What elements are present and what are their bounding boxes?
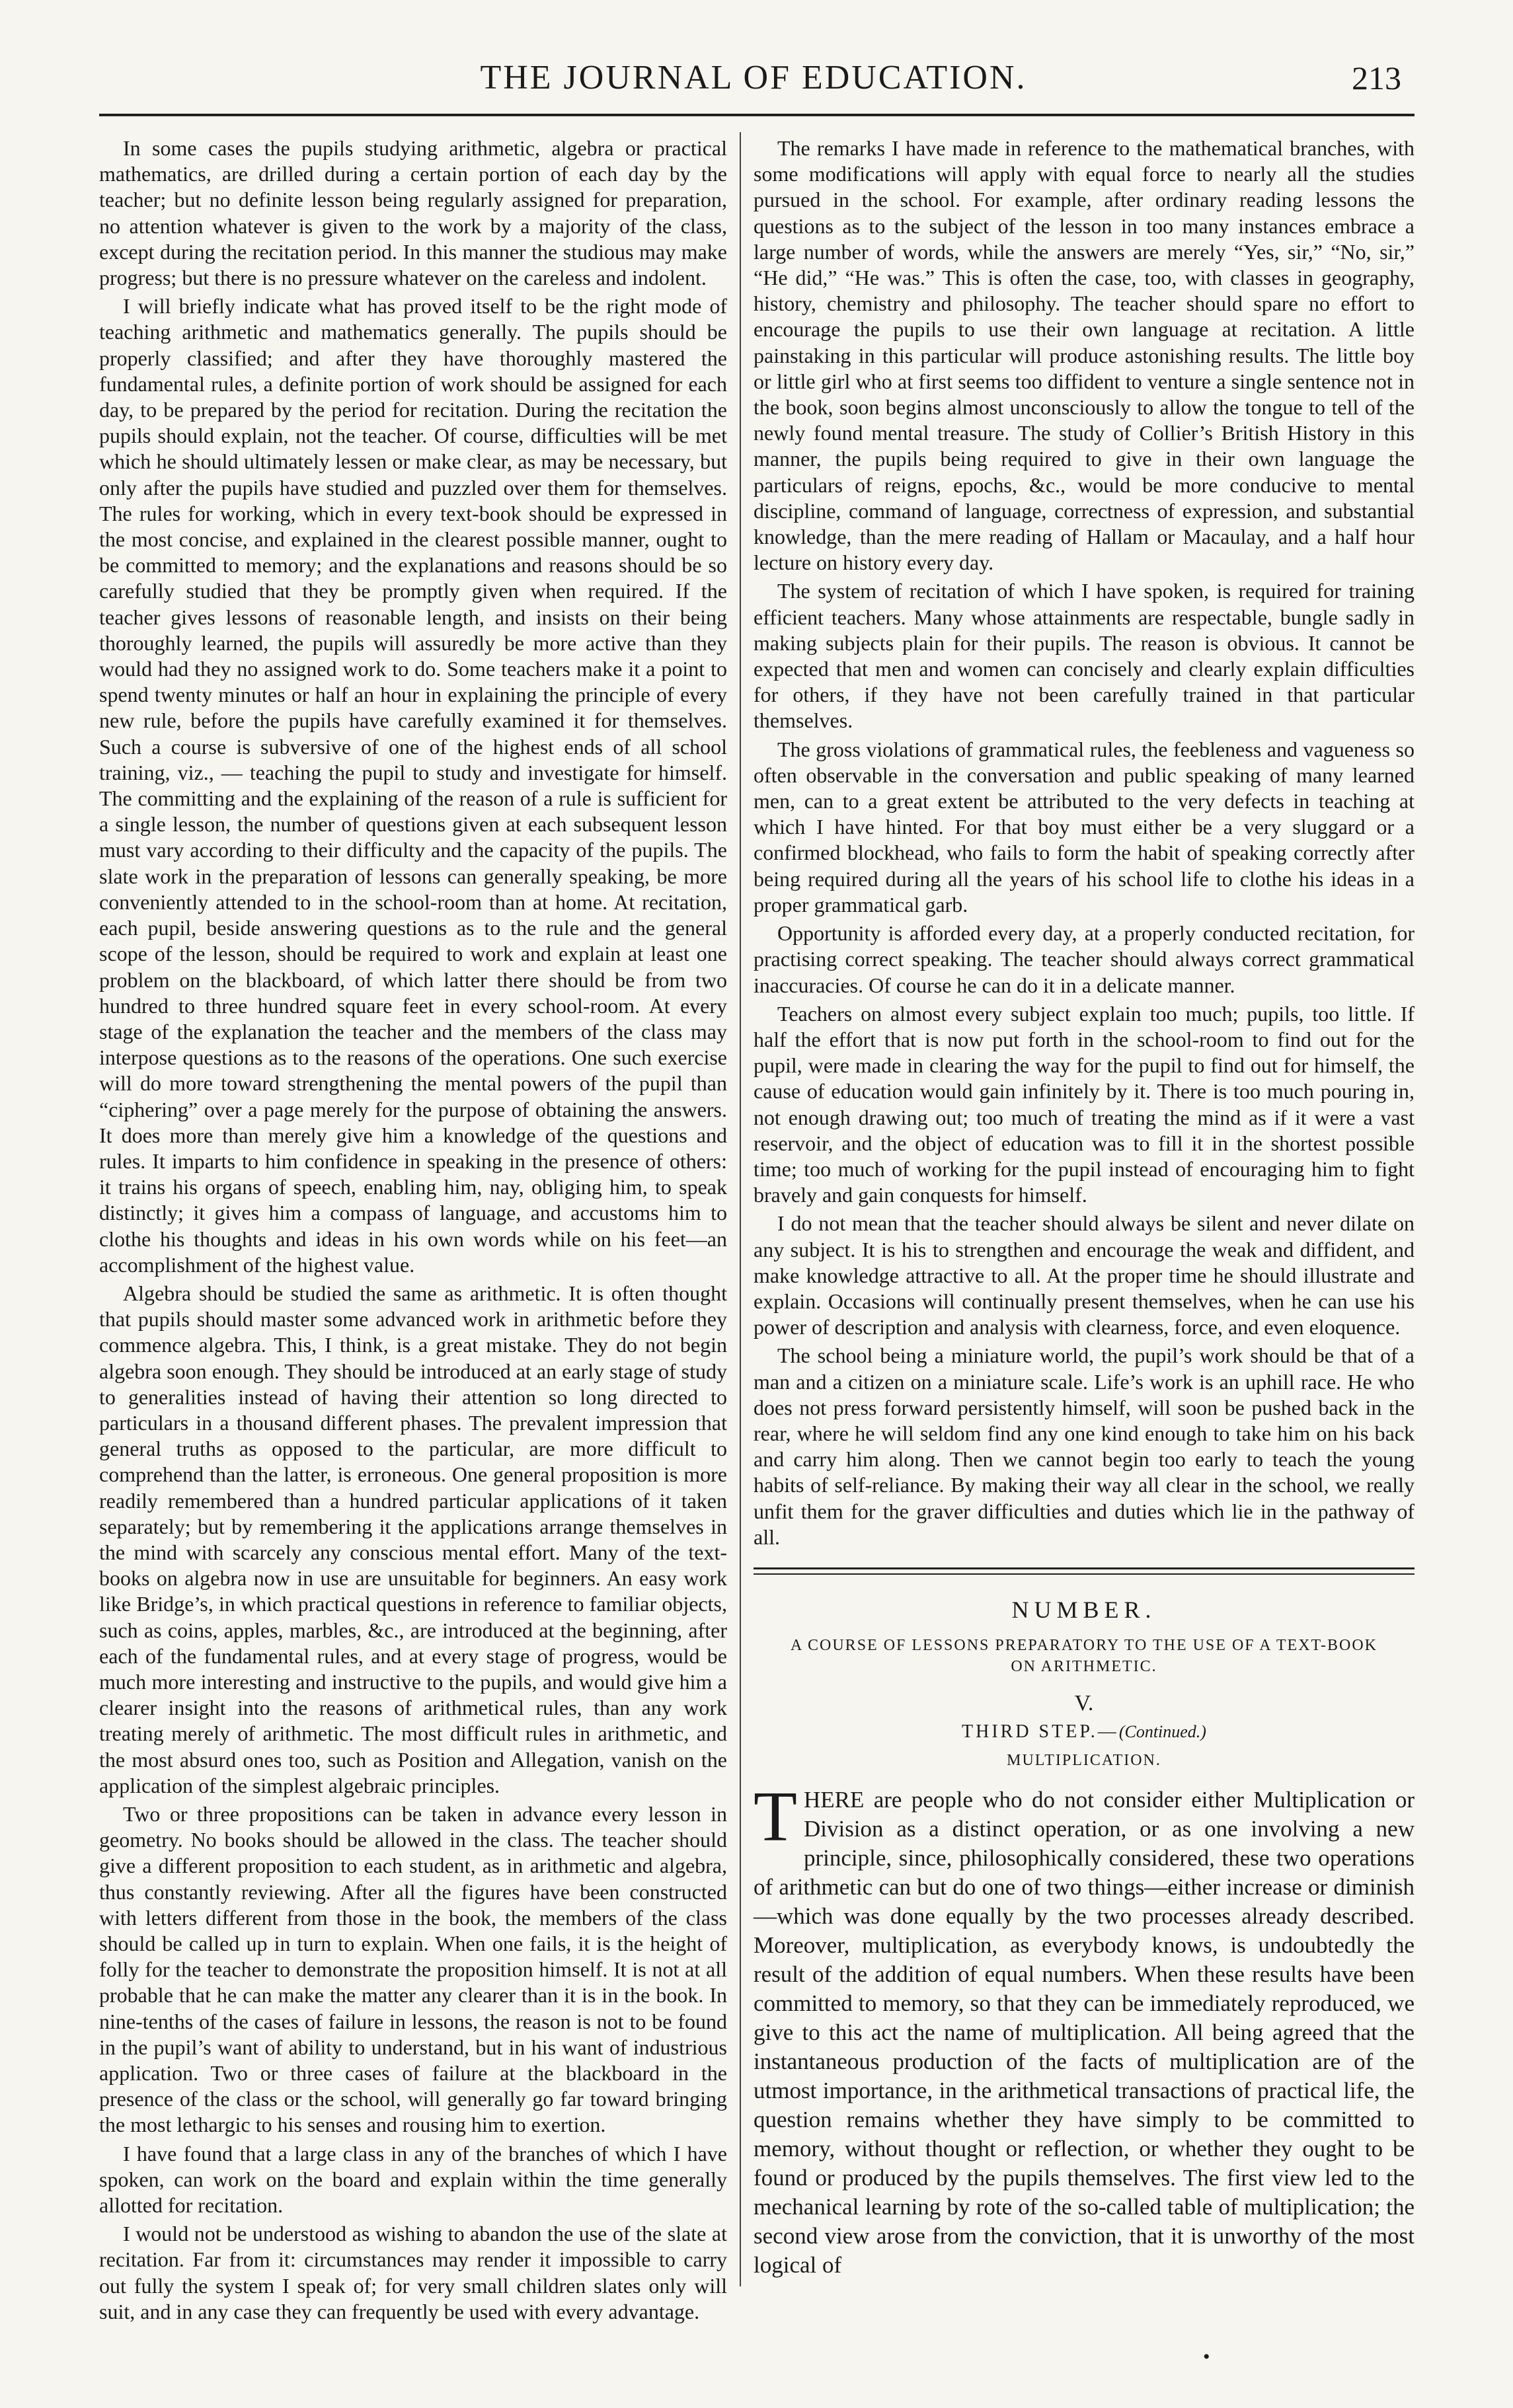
paragraph: I have found that a large class in any of the branches of which I have spoken, can work on the board and explain within the time generally allotted for recitation. — [99, 2141, 727, 2218]
section-separator — [754, 1567, 1415, 1575]
paragraph: Opportunity is afforded every day, at a properly conducted recitation, for practising correct speaking. The teacher should always correct grammatical inaccuracies. Of course he can do it in a delicate manner. — [754, 921, 1415, 997]
paragraph: The system of recitation of which I have spoken, is required for training efficient teachers. Many whose attainments are respectable, bungle sadly in making subjects plain for their pupils. The reason is obvious. It cannot be expected that men and women can concisely and clearly explain difficulties for others, if they have not been carefully trained in that particular themselves. — [754, 579, 1415, 733]
topic-heading: MULTIPLICATION. — [1007, 1751, 1161, 1769]
paragraph: The remarks I have made in reference to the mathematical branches, with some modifications will apply with equal force to nearly all the studies pursued in the school. For example, after ordinary reading lessons the questions as to the subject of the lesson in too many instances embrace a large number of words, while the answers are merely “Yes, sir,” “No, sir,” “He did,” “He was.” This is often the case, too, with classes in geography, history, chemistry and philosophy. The teacher should spare no effort to encourage the pupils to use their own language at recitation. A little painstaking in this particular will produce astonishing results. The little boy or little girl who at first seems too diffident to venture a single sentence not in the book, soon begins almost unconsciously to allow the tongue to tell of the newly found mental treasure. The study of Collier’s British History in this manner, the pupils being required to give in their own language the particulars of reigns, epochs, &c., would be more conducive to mental discipline, command of language, correctness of expression, and substantial knowledge, than the mere reading of Hallam or Macaulay, and a half hour lecture on history every day. — [754, 136, 1415, 575]
paragraph: I would not be understood as wishing to abandon the use of the slate at recitation. Far from it: circumstances may render it impossible to carry out fully the system I speak of; for very small children slates only will suit, and in any case they can frequently be used with every advantage. — [99, 2222, 727, 2323]
column-divider — [740, 132, 741, 2286]
drop-cap: T — [754, 1777, 797, 1856]
left-column — [99, 135, 727, 2323]
page-number: 213 — [1352, 59, 1401, 96]
lead-paragraph — [754, 1777, 1415, 2280]
step-heading — [754, 1719, 1415, 1745]
paragraph: The school being a miniature world, the pupil’s work should be that of a man and a citizen on a miniature scale. Life’s work is an uphill race. He who does not press forward persistently himself, will soon be pushed back in the rear, where he will seldom find any one kind enough to take him on his back and carry him along. Then we cannot begin too early to teach the young habits of self-reliance. By making their way all clear in the school, we really unfit them for the graver difficulties and duties which lie in the pathway of all. — [754, 1343, 1415, 1549]
footer-mark: • — [1203, 2346, 1210, 2368]
header-rule — [99, 114, 1415, 116]
step-label: THIRD STEP.— — [962, 1721, 1119, 1743]
section-title: NUMBER. — [1011, 1596, 1157, 1623]
lesson-number: V. — [1074, 1691, 1094, 1716]
running-header — [99, 52, 1408, 104]
paragraph: Algebra should be studied the same as arithmetic. It is often thought that pupils should master some advanced work in arithmetic before they commence algebra. This, I think, is a great mistake. They do not begin algebra soon enough. They should be introduced at an early stage of study to generalities instead of having their attention so long directed to particulars in a thousand different phases. The prevalent impression that general truths as opposed to the particular, are more difficult to comprehend than the latter, is erroneous. One general proposition is more readily remembered than a hundred particular applications of it taken separately; but by remembering it the applications arrange themselves in the mind with scarcely any conscious mental effort. Many of the text-books on algebra now in use are unsuitable for beginners. An easy work like Bridge’s, in which practical questions in reference to familiar objects, such as coins, apples, marbles, &c., are introduced at the beginning, after each of the fundamental rules, and at every stage of progress, would be much more interesting and instructive to the pupils, and would give him a clearer insight into the reasons of arithmetical rules, than any work treating merely of arithmetic. The most difficult rules in arithmetic, and the most absurd ones too, such as Position and Allegation, vanish on the application of the simplest algebraic principles. — [99, 1281, 727, 1797]
paragraph: I will briefly indicate what has proved itself to be the right mode of teaching arithmetic and mathematics generally. The pupils should be properly classified; and after they have thoroughly mastered the fundamental rules, a definite portion of work should be assigned for each day, to be prepared by the period for recitation. During the recitation the pupils should explain, not the teacher. Of course, difficulties will be met which he should ultimately lessen or make clear, as may be necessary, but only after the pupils have studied and puzzled over them for themselves. The rules for working, which in every text-book should be expressed in the most concise, and explained in the clearest possible manner, ought to be committed to memory; and the explanations and reasons should be so carefully studied that they be promptly given when required. If the teacher gives lessons of reasonable length, and insists on their being thoroughly learned, the pupils will assuredly be more active than they would had they no assigned work to do. Some teachers make it a point to spend twenty minutes or half an hour in explaining the principle of every new rule, before the pupils have carefully examined it for themselves. Such a course is subversive of one of the highest ends of all school training, viz., — teaching the pupil to study and investigate for himself. The committing and the explaining of the reason of a rule is sufficient for a single lesson, the number of questions given at each subsequent lesson must vary according to their difficulty and the capacity of the pupils. The slate work in the preparation of lessons can generally speaking, be more conveniently attended to in the school-room than at home. At recitation, each pupil, beside answering questions as to the rule and the general scope of the lesson, should be required to work and explain at least one problem on the blackboard, of which latter there should be from two hundred to three hundred square feet in every school-room. At every stage of the explanation the teacher and the members of the class may interpose questions as to the reasons of the operations. One such exercise will do more toward strengthening the mental powers of the pupil than “ciphering” over a page merely for the purpose of obtaining the answers. It does more than merely give him a knowledge of the questions and rules. It imparts to him confidence in speaking in the presence of others: it trains his organs of speech, enabling him, nay, obliging him, to speak distinctly; it gives him a compass of language, and accustoms him to clothe his thoughts and ideas in his own words while on his feet—an accomplishment of the highest value. — [99, 294, 727, 1277]
paragraph: In some cases the pupils studying arithmetic, algebra or practical mathematics, are drilled during a certain portion of each day by the teacher; but no definite lesson being regularly assigned for preparation, no attention whatever is given to the work by a majority of the class, except during the recitation period. In this manner the studious may make progress; but there is no pressure whatever on the careless and indolent. — [99, 136, 727, 290]
paragraph: Two or three propositions can be taken in advance every lesson in geometry. No books should be allowed in the class. The teacher should give a different proposition to each student, as in arithmetic and algebra, thus constantly reviewing. After all the figures have been constructed with letters different from those in the book, the members of the class should be called up in turn to explain. When one fails, it is the height of folly for the teacher to demonstrate the proposition himself. It is not at all probable that he can make the matter any clearer than it is in the book. In nine-tenths of the cases of failure in lessons, the reason is not to be found in the pupil’s want of ability to understand, but in his want of industrious application. Two or three cases of failure at the blackboard in the presence of the class or the school, will generally go far toward bringing the most lethargic to his senses and rousing him to exertion. — [99, 1802, 727, 2137]
paragraph: The gross violations of grammatical rules, the feebleness and vagueness so often observable in the conversation and public speaking of many learned men, can to a great extent be attributed to the very defects in teaching at which I have hinted. For that boy must either be a very sluggard or a confirmed blockhead, who fails to form the habit of speaking correctly after being required during all the years of his school life to clothe his ideas in a proper grammatical garb. — [754, 737, 1415, 917]
journal-title: THE JOURNAL OF EDUCATION. — [480, 59, 1027, 96]
section-subtitle: A COURSE OF LESSONS PREPARATORY TO THE USE OF A TEXT-BOOK ON ARITHMETIC. — [791, 1637, 1377, 1676]
lead-text: HERE are people who do not consider either Multiplication or Division as a distinct operation, or as one involving a new principle, since, philosophically considered, these two operations of arithmetic can but do one of two things—either increase or diminish—which was done equally by the two processes already described. Moreover, multiplication, as everybody knows, is undoubtedly the result of the addition of equal numbers. When these results have been committed to memory, so that they can be immediately reproduced, we give to this act the name of multiplication. All being agreed that the instantaneous production of the facts of multiplication are of the utmost importance, in the arithmetical transactions of practical life, the question remains whether they have simply to be committed to memory, without thought or reflection, or whether they ought to be found or produced by the pupils themselves. The first view led to the mechanical learning by rote of the so-called table of multiplication; the second view arose from the conviction, that it is unworthy of the most logical of — [754, 1786, 1415, 2278]
paragraph: I do not mean that the teacher should always be silent and never dilate on any subject. It is his to strengthen and encourage the weak and diffident, and make knowledge attractive to all. At the proper time he should illustrate and explain. Occasions will continually present themselves, when he can use his power of description and analysis with clearness, force, and even eloquence. — [754, 1211, 1415, 1339]
paragraph: Teachers on almost every subject explain too much; pupils, too little. If half the effort that is now put forth in the school-room to find out for the pupil, were made in clearing the way for the pupil to find out for himself, the cause of education would gain infinitely by it. There is too much pouring in, not enough drawing out; too much of treating the mind as if it were a vast reservoir, and the object of education was to fill it in the shortest possible time; too much of working for the pupil instead of encouraging him to fight bravely and gain conquests for himself. — [754, 1001, 1415, 1207]
step-note: (Continued.) — [1118, 1722, 1206, 1742]
right-column — [754, 135, 1415, 2282]
